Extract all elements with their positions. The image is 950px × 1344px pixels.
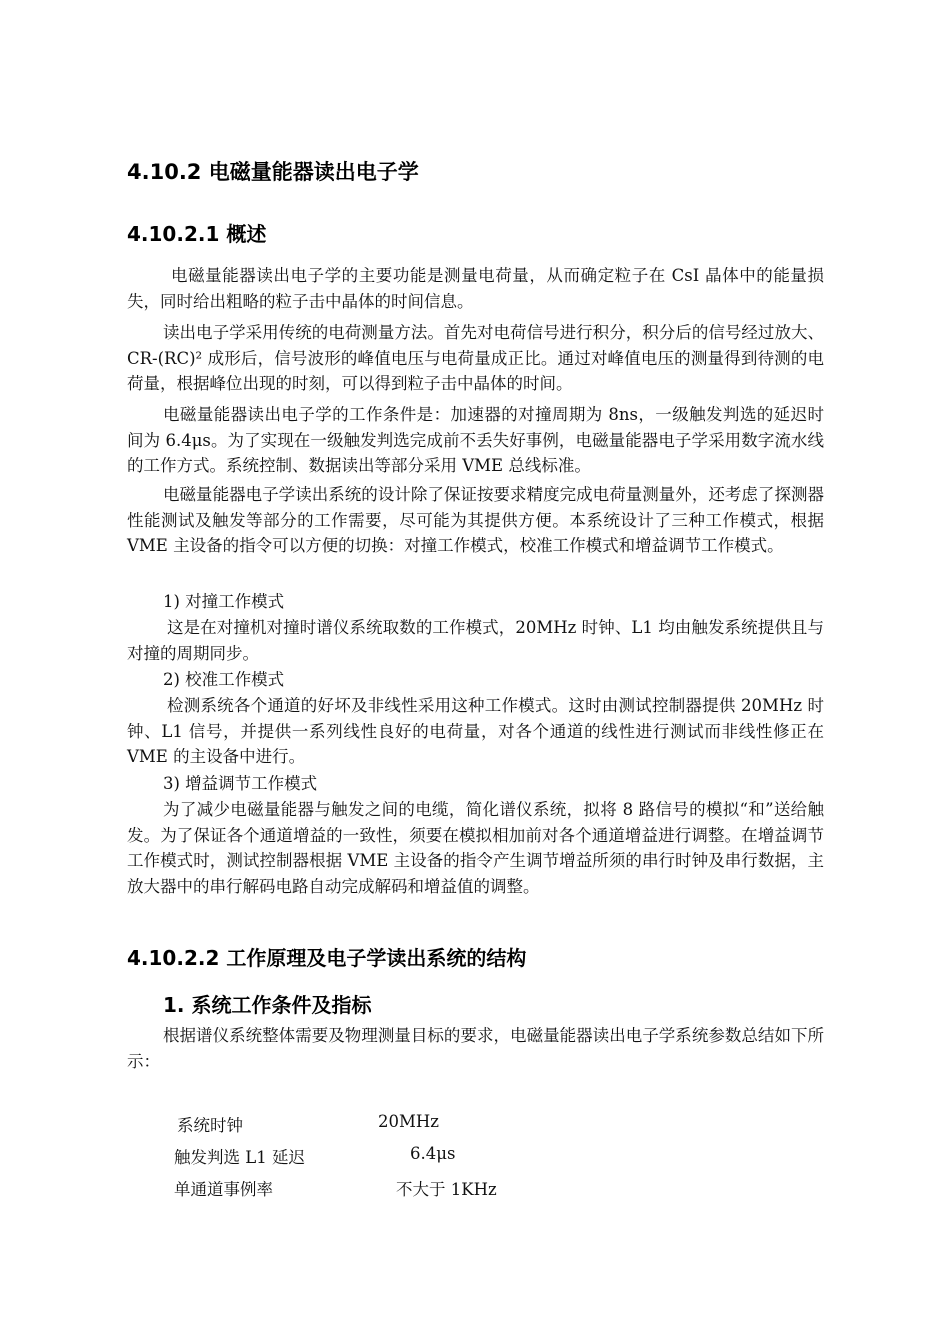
overview-heading: 4.10.2.1 概述 [127, 222, 267, 246]
spec-label: 系统时钟 [177, 1116, 243, 1135]
section-heading: 4.10.2 电磁量能器读出电子学 [127, 160, 419, 184]
overview-paragraph-2: 读出电子学采用传统的电荷测量方法。首先对电荷信号进行积分，积分后的信号经过放大、CR-(RC)² 成形后，信号波形的峰值电压与电荷量成正比。通过对峰值电压的测量得到待测的电荷量，根据峰位出现的时刻，可以得到粒子击中晶体的时间。 [127, 323, 824, 393]
principle-heading: 4.10.2.2 工作原理及电子学读出系统的结构 [127, 946, 527, 970]
subsection-1-heading: 1. 系统工作条件及指标 [163, 993, 372, 1017]
overview-paragraph-1: 电磁量能器读出电子学的主要功能是测量电荷量，从而确定粒子在 CsI 晶体中的能量损失，同时给出粗略的粒子击中晶体的时间信息。 [127, 266, 824, 311]
spec-value: 不大于 1KHz [396, 1180, 497, 1199]
mode-1-title: 1) 对撞工作模式 [163, 592, 285, 611]
mode-3-title: 3) 增益调节工作模式 [163, 774, 318, 793]
spec-value: 20MHz [378, 1112, 439, 1131]
mode-2-text: 检测系统各个通道的好坏及非线性采用这种工作模式。这时由测试控制器提供 20MHz 时钟、L1 信号，并提供一系列线性良好的电荷量，对各个通道的线性进行测试而非线性修正在 VME 的主设备中进行。 [127, 696, 824, 766]
mode-3-text: 为了减少电磁量能器与触发之间的电缆，简化谱仪系统，拟将 8 路信号的模拟“和”送给触发。为了保证各个通道增益的一致性，须要在模拟相加前对各个通道增益进行调整。在增益调节工作模式时，测试控制器根据 VME 主设备的指令产生调节增益所须的串行时钟及串行数据，主放大器中的串行解码电路自动完成解码和增益值的调整。 [127, 800, 824, 896]
spec-label: 触发判选 L1 延迟 [174, 1148, 305, 1167]
mode-2-title: 2) 校准工作模式 [163, 670, 285, 689]
overview-paragraph-4: 电磁量能器电子学读出系统的设计除了保证按要求精度完成电荷量测量外，还考虑了探测器性能测试及触发等部分的工作需要，尽可能为其提供方便。本系统设计了三种工作模式，根据 VME 主设备的指令可以方便的切换：对撞工作模式，校准工作模式和增益调节工作模式。 [127, 485, 824, 555]
overview-paragraph-3: 电磁量能器读出电子学的工作条件是：加速器的对撞周期为 8ns，一级触发判选的延迟时间为 6.4μs。为了实现在一级触发判选完成前不丢失好事例，电磁量能器电子学采用数字流水线的工作方式。系统控制、数据读出等部分采用 VME 总线标准。 [127, 405, 824, 475]
spec-label: 单通道事例率 [174, 1180, 273, 1199]
subsection-1-text: 根据谱仪系统整体需要及物理测量目标的要求，电磁量能器读出电子学系统参数总结如下所示： [127, 1026, 824, 1071]
mode-1-text: 这是在对撞机对撞时谱仪系统取数的工作模式，20MHz 时钟、L1 均由触发系统提供且与对撞的周期同步。 [127, 618, 824, 663]
spec-value: 6.4μs [410, 1144, 456, 1163]
